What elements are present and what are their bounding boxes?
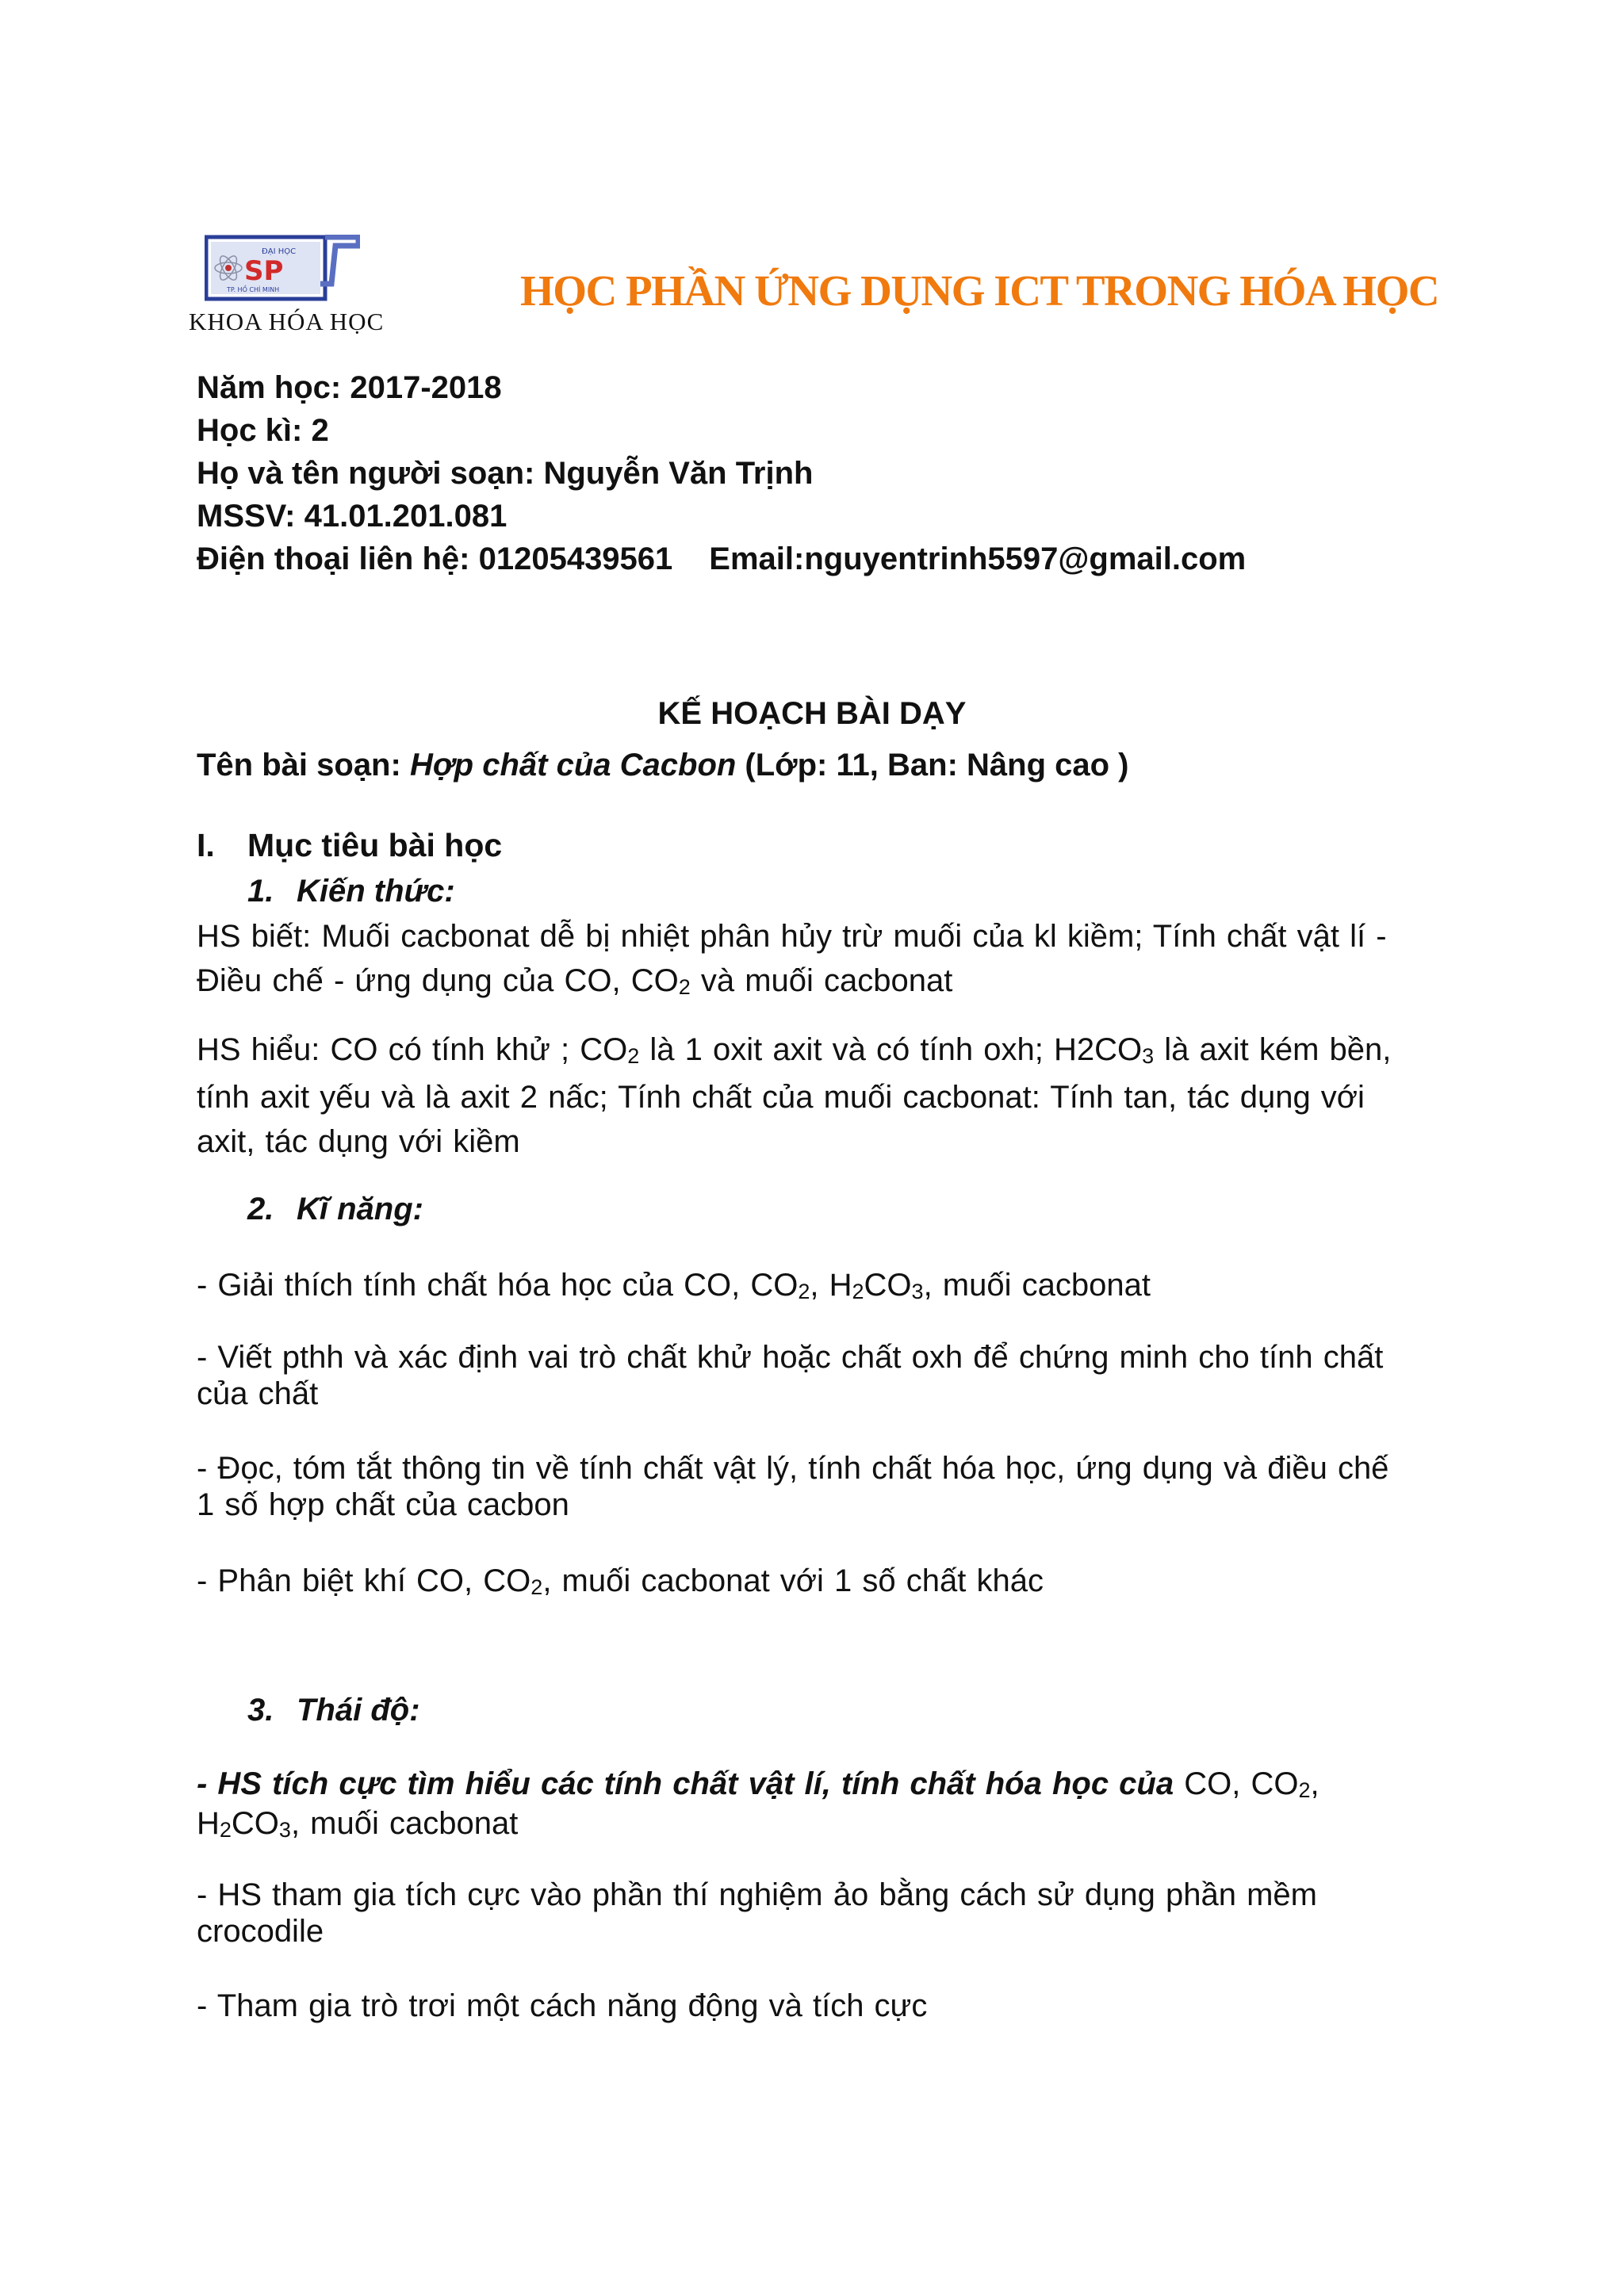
- logo-bottom-text: TP. HỒ CHÍ MINH: [227, 286, 280, 293]
- knowledge-understand-paragraph: HS hiểu: CO có tính khử ; $CO_2$ là 1 oxit axit và có tính oxh; $H2CO_3$ là axit kém bền, tính axit yếu và là axit 2 nấc; Tính chất của muối cacbonat: Tính tan, tác dụng với axit, tác dụng với kiềm: [197, 1032, 1392, 1159]
- skills-item-4: - Phân biệt khí CO, $CO_2$, muối cacbonat với 1 số chất khác: [197, 1563, 1044, 1599]
- author-name: Họ và tên người soạn: Nguyễn Văn Trịnh: [197, 456, 814, 491]
- attitude-item-2: - HS tham gia tích cực vào phần thí nghiệm ảo bằng cách sử dụng phần mềm crocodile: [197, 1877, 1317, 1949]
- course-title: HỌC PHẦN ỨNG DỤNG ICT TRONG HÓA HỌC: [520, 266, 1439, 315]
- attitude-heading: [247, 1693, 420, 1728]
- section-title: Mục tiêu bài học: [247, 827, 503, 863]
- skills-heading: [247, 1192, 423, 1227]
- academic-year: Năm học: 2017-2018: [197, 370, 502, 405]
- attitude-item-1: - HS tích cực tìm hiểu các tính chất vật lí, tính chất hóa học của CO, $CO_2$, $H_2CO_3$, muối cacbonat: [197, 1766, 1320, 1842]
- section-number: I.: [197, 827, 215, 863]
- lesson-name: Hợp chất của Cacbon: [409, 748, 737, 783]
- plan-heading: KẾ HOẠCH BÀI DẠY: [657, 696, 967, 731]
- skills-item-2: - Viết pthh và xác định vai trò chất khử hoặc chất oxh để chứng minh cho tính chất của chất: [197, 1340, 1384, 1411]
- lesson-line: [197, 748, 1128, 783]
- attitude-item-3: - Tham gia trò trơi một cách năng động và tích cực: [197, 1988, 928, 2023]
- faculty-name: KHOA HÓA HỌC: [189, 308, 385, 335]
- attitude-title: Thái độ:: [297, 1693, 420, 1728]
- knowledge-know-paragraph: HS biết: Muối cacbonat dễ bị nhiệt phân hủy trừ muối của kl kiềm; Tính chất vật lí - Điều chế - ứng dụng của CO, $CO_2$ và muối cacbonat: [197, 919, 1387, 999]
- student-id: MSSV: 41.01.201.081: [197, 499, 508, 534]
- logo-top-text: ĐẠI HỌC: [262, 247, 297, 256]
- logo-mark: SP: [244, 255, 284, 287]
- knowledge-title: Kiến thức:: [297, 874, 455, 909]
- skills-item-3: - Đọc, tóm tắt thông tin về tính chất vật lý, tính chất hóa học, ứng dụng và điều chế 1 số hợp chất của cacbon: [197, 1451, 1389, 1522]
- semester: Học kì: 2: [197, 413, 329, 448]
- skills-title: Kĩ năng:: [297, 1192, 423, 1226]
- university-logo: [205, 235, 360, 309]
- attitude-number: 3.: [247, 1693, 274, 1728]
- knowledge-heading: [247, 874, 455, 909]
- skills-number: 2.: [247, 1192, 274, 1226]
- email-text: Email:nguyentrinh5597@gmail.com: [709, 541, 1247, 576]
- lesson-label: Tên bài soạn:: [197, 748, 410, 783]
- phone-text: Điện thoại liên hệ: 01205439561: [197, 541, 673, 576]
- contact-line: [197, 541, 1246, 577]
- knowledge-number: 1.: [247, 874, 274, 909]
- lesson-meta: (Lớp: 11, Ban: Nâng cao ): [736, 748, 1129, 783]
- skills-item-1: - Giải thích tính chất hóa học của CO, $CO_2$, $H_2CO_3$, muối cacbonat: [197, 1268, 1151, 1303]
